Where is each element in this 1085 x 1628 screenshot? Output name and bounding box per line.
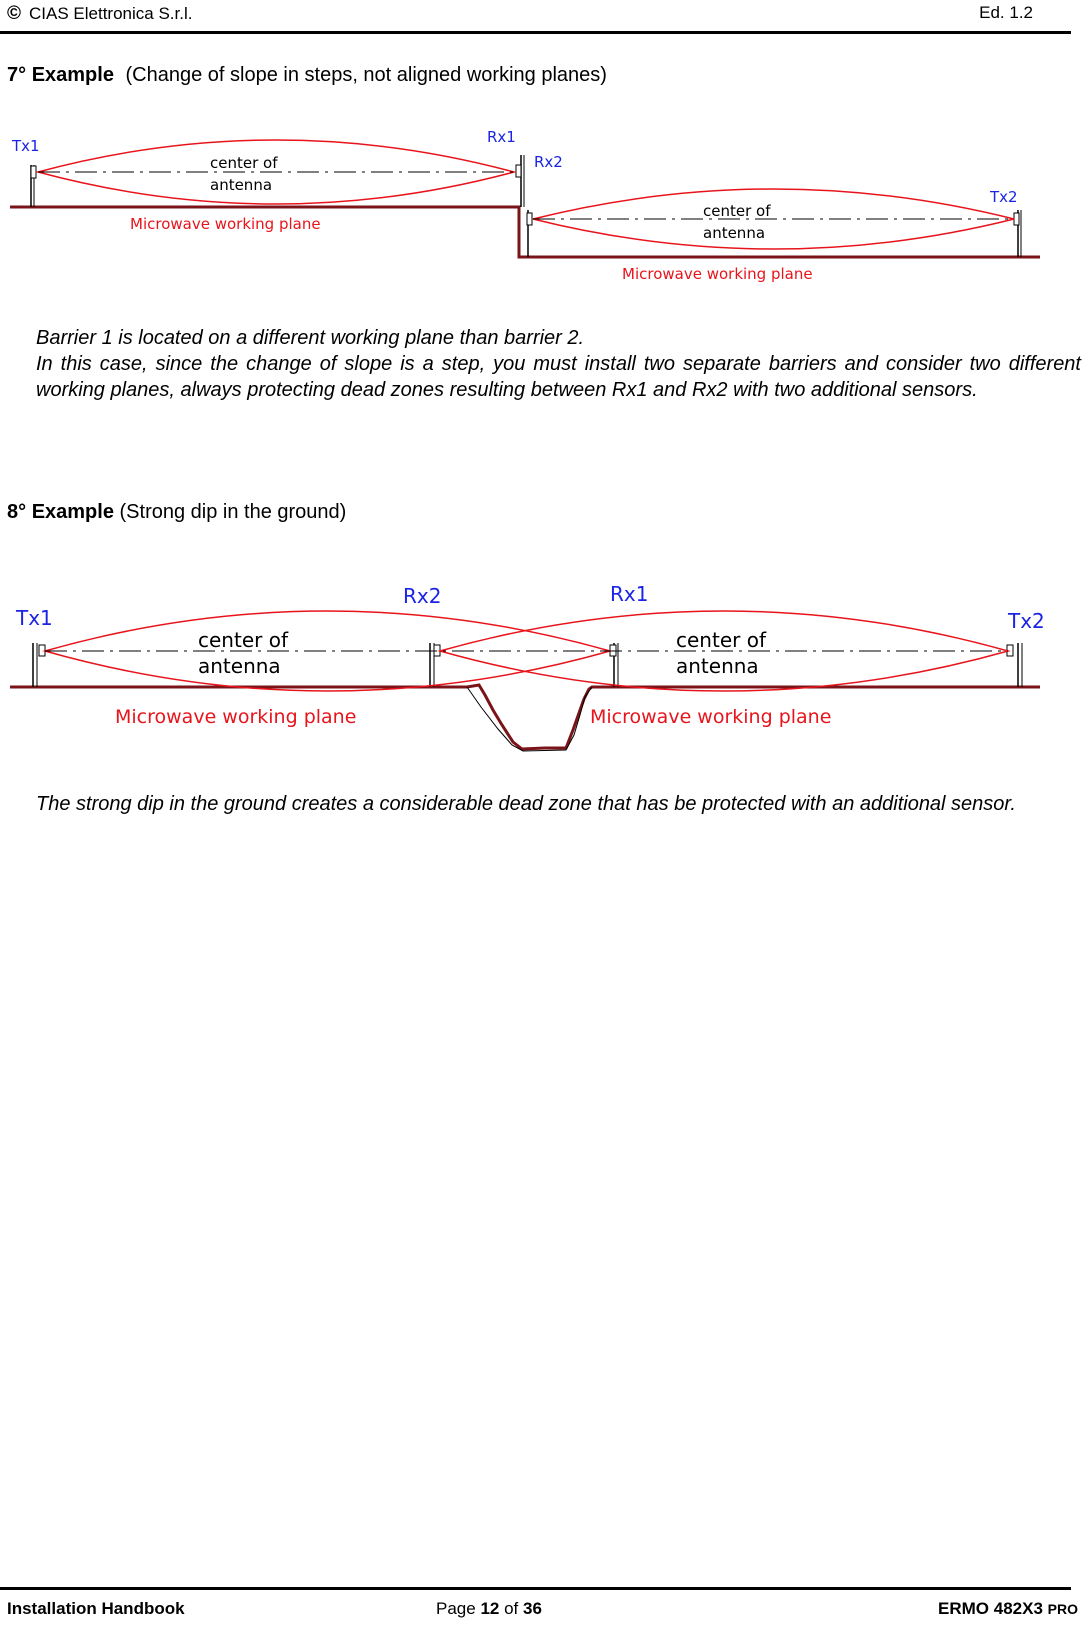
plane1-label: Microwave working plane: [130, 215, 321, 233]
footer-product: ERMO 482X3 PRO: [938, 1599, 1078, 1618]
beam2-center-label: center of: [676, 628, 766, 652]
example7-paragraph1: Barrier 1 is located on a different working plane than barrier 2.: [36, 327, 585, 349]
footer-rule: [0, 1587, 1071, 1590]
plane1-label: Microwave working plane: [115, 706, 357, 728]
rx2-label: Rx2: [534, 153, 563, 171]
header-rule: [0, 31, 1071, 34]
edition: Ed. 1.2: [979, 3, 1033, 22]
rx1-antenna: [516, 165, 521, 177]
example7-heading: [7, 64, 607, 87]
rx1-label: Rx1: [487, 128, 516, 146]
tx2-label: Tx2: [990, 188, 1018, 206]
tx1-label: Tx1: [12, 137, 40, 155]
beam2-antenna-label: antenna: [676, 654, 759, 678]
example8-text: [36, 791, 1081, 817]
beam1-center-label: center of: [210, 154, 278, 172]
example7-paragraph2: In this case, since the change of slope is a step, you must install two separate barriers and consider two different working planes, always protecting dead zones resulting between Rx1 and Rx2 with two additional sensors.: [36, 353, 1081, 401]
example7-number: 7°: [7, 64, 27, 86]
tx1-label: Tx1: [16, 606, 53, 630]
beam1-antenna-label: antenna: [198, 654, 281, 678]
example7-subtitle: (Change of slope in steps, not aligned working planes): [125, 64, 607, 86]
plane2-label: Microwave working plane: [590, 706, 832, 728]
footer-handbook: Installation Handbook: [7, 1599, 185, 1618]
tx2-antenna: [1014, 213, 1019, 225]
tx2-label: Tx2: [1008, 609, 1045, 633]
example8-label: Example: [31, 501, 114, 523]
beam1-center-label: center of: [198, 628, 288, 652]
copyright-symbol: ©: [7, 3, 21, 24]
rx2-label: Rx2: [403, 584, 442, 608]
plane2-label: Microwave working plane: [622, 265, 813, 283]
example8-number: 8°: [7, 501, 27, 523]
example7-diagram: [0, 120, 1085, 290]
header-company: [7, 3, 192, 25]
example8-diagram: [0, 575, 1085, 755]
example7-label: Example: [31, 64, 114, 86]
example8-paragraph: The strong dip in the ground creates a considerable dead zone that has be protected with an additional sensor.: [36, 793, 1016, 815]
example8-subtitle: (Strong dip in the ground): [119, 501, 347, 523]
page-footer: [0, 1587, 1085, 1628]
beam2-center-label: center of: [703, 202, 771, 220]
rx1-label: Rx1: [610, 582, 649, 606]
page-header: [0, 0, 1085, 36]
example8-heading: [7, 501, 346, 524]
page-total: 36: [522, 1599, 542, 1618]
company-name: CIAS Elettronica S.r.l.: [29, 4, 193, 23]
beam2-antenna-label: antenna: [703, 224, 766, 242]
rx2-antenna: [527, 213, 532, 225]
page-current: 12: [480, 1599, 500, 1618]
footer-page-number: Page 12 of 36: [436, 1599, 542, 1618]
example7-text: [36, 325, 1081, 403]
beam1-antenna-label: antenna: [210, 176, 273, 194]
